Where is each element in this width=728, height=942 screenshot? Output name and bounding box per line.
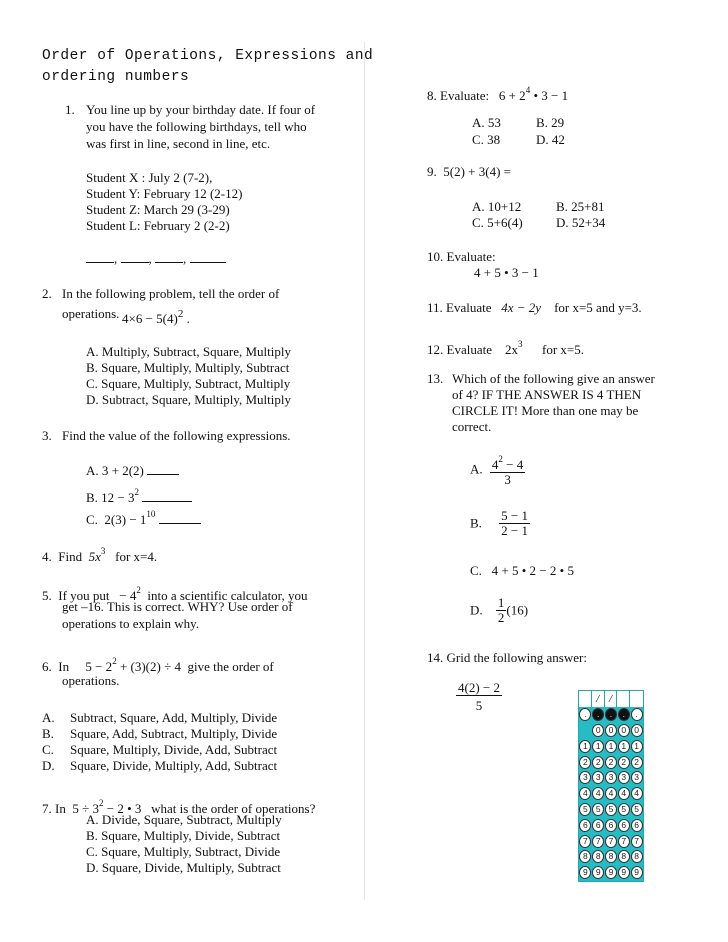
digit-bubble[interactable]: 1 <box>579 740 591 753</box>
grid-cell <box>617 707 630 723</box>
grid-entry-cell[interactable] <box>579 691 592 707</box>
digit-bubble[interactable]: 0 <box>592 724 604 737</box>
grid-cell <box>617 817 630 833</box>
question-number: 13. <box>427 371 444 386</box>
question-text: Which of the following give an answer <box>452 371 655 386</box>
grid-digit-row <box>579 723 643 739</box>
column-divider <box>364 42 365 900</box>
grid-decimal-row <box>579 707 643 723</box>
grid-digit-row <box>579 786 643 802</box>
grid-digit-row <box>579 849 643 865</box>
digit-bubble[interactable]: 0 <box>618 724 630 737</box>
digit-bubble[interactable]: 8 <box>631 850 643 863</box>
question-text: 6. In $5 - 2^2 + (3)(2) \div 4$ give the order of <box>42 656 274 674</box>
grid-cell <box>617 849 630 865</box>
question-text: Find the value of the following expressions. <box>62 428 291 443</box>
grid-digit-row <box>579 754 643 770</box>
choice-a[interactable]: A. Divide, Square, Subtract, Multiply <box>86 812 282 827</box>
grid-cell <box>592 786 605 802</box>
digit-bubble[interactable]: 2 <box>605 756 617 769</box>
grid-cell <box>579 833 592 849</box>
student-entry: Student Z: March 29 (3-29) <box>86 202 230 217</box>
digit-bubble[interactable]: 5 <box>618 803 630 816</box>
digit-bubble[interactable]: 2 <box>579 756 591 769</box>
question-12: 12. Evaluate $2x^3$ for x=5. <box>427 339 584 357</box>
part-c: C. $2(3) - 1^{10}$ <box>86 506 201 528</box>
grid-cell <box>630 707 643 723</box>
grid-cell <box>579 817 592 833</box>
grid-cell <box>605 707 618 723</box>
grid-digit-row <box>579 817 643 833</box>
grid-cell <box>617 802 630 818</box>
grid-digit-row <box>579 865 643 881</box>
question-text: You line up by your birthday date. If four of <box>86 102 316 117</box>
digit-bubble[interactable]: 2 <box>592 756 604 769</box>
question-text: you have the following birthdays, tell who <box>86 119 307 134</box>
grid-cell <box>617 723 630 739</box>
question-text: correct. <box>452 419 492 434</box>
question-text: operations. <box>62 306 120 321</box>
digit-bubble[interactable]: 1 <box>605 740 617 753</box>
choice-b[interactable]: B. $\frac{5 - 1}{2 - 1}$ <box>470 508 529 538</box>
choice-b[interactable]: B. Square, Multiply, Divide, Subtract <box>86 828 281 843</box>
math-expression: $4\times 6 - 5(4)^2$ . <box>122 308 190 326</box>
grid-cell <box>605 802 618 818</box>
question-text: 10. Evaluate: <box>427 249 496 264</box>
grid-cell <box>630 770 643 786</box>
choice-b[interactable]: B. 29 <box>536 115 565 130</box>
grid-cell <box>630 754 643 770</box>
grid-cell <box>630 833 643 849</box>
grid-cell <box>617 770 630 786</box>
choice-a[interactable]: A. $\frac{4^2 - 4}{3}$ <box>470 454 524 487</box>
choice-a[interactable]: A. Subtract, Square, Add, Multiply, Divide <box>42 710 278 725</box>
question-text: 5. If you put − $4^2$ into a scientific calculator, you <box>42 585 308 603</box>
grid-cell <box>617 786 630 802</box>
question-number: 1. <box>65 102 75 117</box>
grid-cell <box>630 786 643 802</box>
digit-bubble[interactable]: 0 <box>631 724 643 737</box>
grid-cell <box>579 849 592 865</box>
choice-b[interactable]: B. Square, Add, Subtract, Multiply, Divide <box>42 726 278 741</box>
grid-cell <box>617 833 630 849</box>
grid-cell <box>605 754 618 770</box>
grid-cell <box>579 754 592 770</box>
digit-bubble[interactable]: 5 <box>631 803 643 816</box>
grid-cell <box>630 865 643 881</box>
grid-cell <box>617 754 630 770</box>
grid-cell <box>579 707 592 723</box>
grid-cell <box>630 723 643 739</box>
digit-bubble[interactable]: 8 <box>592 850 604 863</box>
grid-cell <box>592 723 605 739</box>
question-11: 11. Evaluate 4x − 2y for x=5 and y=3. <box>427 300 642 315</box>
decimal-bubble[interactable]: . <box>618 708 630 721</box>
digit-bubble[interactable]: 1 <box>631 740 643 753</box>
grid-cell <box>617 865 630 881</box>
part-a: A. 3 + 2(2) <box>86 462 179 479</box>
choice-d[interactable]: D. Square, Divide, Multiply, Subtract <box>86 860 281 875</box>
grid-digit-row <box>579 802 643 818</box>
digit-bubble[interactable]: 1 <box>618 740 630 753</box>
grid-cell <box>630 817 643 833</box>
grid-cell <box>605 738 618 754</box>
digit-bubble[interactable]: 5 <box>579 803 591 816</box>
grid-digit-row <box>579 738 643 754</box>
digit-bubble[interactable]: 5 <box>592 803 604 816</box>
grid-entry-cell[interactable]: / <box>605 691 618 707</box>
digit-bubble[interactable]: 0 <box>605 724 617 737</box>
digit-bubble[interactable]: 4 <box>618 787 630 800</box>
question-text: of 4? IF THE ANSWER IS 4 THEN <box>452 387 642 402</box>
grid-cell <box>605 786 618 802</box>
grid-cell <box>579 802 592 818</box>
digit-bubble[interactable]: 2 <box>618 756 630 769</box>
grid-entry-cell[interactable] <box>630 691 643 707</box>
choice-c[interactable]: C. 4 + 5 • 2 − 2 • 5 <box>470 563 574 578</box>
worksheet-title-line1: Order of Operations, Expressions and <box>42 48 374 64</box>
question-text: CIRCLE IT! More than one may be <box>452 403 639 418</box>
digit-bubble[interactable]: 7 <box>618 835 630 848</box>
digit-bubble[interactable]: 5 <box>605 803 617 816</box>
choice-c[interactable]: C. 38 <box>472 132 501 147</box>
grid-entry-cell[interactable] <box>617 691 630 707</box>
digit-bubble[interactable]: 4 <box>592 787 604 800</box>
grid-cell <box>630 849 643 865</box>
digit-bubble[interactable]: 4 <box>605 787 617 800</box>
choice-a[interactable]: A. 10+12 <box>472 199 522 214</box>
digit-bubble[interactable]: 3 <box>579 771 591 784</box>
grid-cell <box>605 723 618 739</box>
question-number: 3. <box>42 428 52 443</box>
choice-d[interactable]: D. 42 <box>536 132 565 147</box>
grid-cell <box>592 770 605 786</box>
grid-cell <box>592 817 605 833</box>
choice-d[interactable]: D. 52+34 <box>556 215 606 230</box>
answer-grid <box>578 690 644 882</box>
question-text: 8. Evaluate: $6 + 2^4$ • 3 − 1 <box>427 85 569 103</box>
grid-cell <box>605 770 618 786</box>
grid-cell <box>592 802 605 818</box>
digit-bubble[interactable]: 7 <box>631 835 643 848</box>
choice-d[interactable]: D. $\frac{1}{2}$ (16) <box>470 595 529 625</box>
question-text: was first in line, second in line, etc. <box>86 136 271 151</box>
grid-cell <box>605 849 618 865</box>
digit-bubble[interactable]: 9 <box>631 866 643 879</box>
question-4: 4. Find $5x^3$ for x=4. <box>42 546 158 564</box>
worksheet-title-line2: ordering numbers <box>42 69 190 85</box>
student-entry: Student L: February 2 (2-2) <box>86 218 230 233</box>
digit-bubble[interactable]: 1 <box>592 740 604 753</box>
choice-a[interactable]: A. 53 <box>472 115 501 130</box>
choice-c[interactable]: C. Square, Multiply, Divide, Add, Subtract <box>42 742 278 757</box>
digit-bubble[interactable]: 7 <box>605 835 617 848</box>
decimal-bubble[interactable]: . <box>592 708 604 721</box>
digit-bubble[interactable]: 6 <box>631 819 643 832</box>
digit-bubble[interactable]: 6 <box>592 819 604 832</box>
question-text: In the following problem, tell the order of <box>62 286 280 301</box>
grid-cell <box>617 738 630 754</box>
digit-bubble[interactable]: 6 <box>618 819 630 832</box>
question-number: 2. <box>42 286 52 301</box>
grid-cell <box>579 865 592 881</box>
digit-bubble[interactable]: 4 <box>579 787 591 800</box>
choice-c[interactable]: C. Square, Multiply, Subtract, Divide <box>86 844 281 859</box>
question-text: 14. Grid the following answer: <box>427 650 587 665</box>
grid-cell <box>630 802 643 818</box>
choice-b[interactable]: B. 25+81 <box>556 199 605 214</box>
digit-bubble[interactable]: 2 <box>631 756 643 769</box>
grid-digit-rows <box>579 723 643 881</box>
digit-bubble[interactable]: 8 <box>579 850 591 863</box>
grid-cell <box>592 865 605 881</box>
digit-bubble[interactable]: 3 <box>631 771 643 784</box>
question-text: 9. 5(2) + 3(4) = <box>427 164 511 179</box>
choice-c[interactable]: C. Square, Multiply, Subtract, Multiply <box>86 376 291 391</box>
digit-bubble[interactable]: 3 <box>605 771 617 784</box>
choice-b[interactable]: B. Square, Multiply, Multiply, Subtract <box>86 360 290 375</box>
part-b: B. $12 - 3^2$ <box>86 484 192 506</box>
choice-a[interactable]: A. Multiply, Subtract, Square, Multiply <box>86 344 291 359</box>
math-expression: 4 + 5 • 3 − 1 <box>474 265 539 280</box>
grid-entry-cell[interactable]: / <box>592 691 605 707</box>
grid-cell <box>605 817 618 833</box>
question-text: operations to explain why. <box>62 616 200 631</box>
grid-cell <box>579 723 592 739</box>
grid-cell <box>579 738 592 754</box>
choice-d[interactable]: D. Subtract, Square, Multiply, Multiply <box>86 392 291 407</box>
digit-bubble[interactable]: 8 <box>618 850 630 863</box>
decimal-bubble[interactable]: . <box>631 708 643 721</box>
grid-cell <box>592 754 605 770</box>
choice-d[interactable]: D. Square, Divide, Multiply, Add, Subtract <box>42 758 278 773</box>
grid-cell <box>579 786 592 802</box>
digit-bubble[interactable]: 7 <box>579 835 591 848</box>
answer-blanks[interactable]: , , , <box>86 250 226 267</box>
digit-bubble[interactable]: 6 <box>579 819 591 832</box>
decimal-bubble[interactable]: . <box>605 708 617 721</box>
question-text: get –16. This is correct. WHY? Use order of <box>62 599 293 614</box>
math-expression: $\frac{4(2) - 2}{5}$ <box>458 680 500 713</box>
student-entry: Student X : July 2 (7-2), <box>86 170 213 185</box>
grid-cell <box>605 833 618 849</box>
digit-bubble[interactable]: 3 <box>592 771 604 784</box>
digit-bubble[interactable]: 9 <box>605 866 617 879</box>
digit-bubble[interactable]: 3 <box>618 771 630 784</box>
digit-bubble[interactable]: 6 <box>605 819 617 832</box>
choice-c[interactable]: C. 5+6(4) <box>472 215 523 230</box>
digit-bubble[interactable]: 8 <box>605 850 617 863</box>
digit-bubble[interactable]: 9 <box>579 866 591 879</box>
digit-bubble[interactable]: 9 <box>592 866 604 879</box>
grid-cell <box>579 770 592 786</box>
grid-digit-row <box>579 770 643 786</box>
question-text: 7. In $5 \div 3^2 - 2$ • 3 what is the order of operations? <box>42 798 316 816</box>
digit-bubble[interactable]: 4 <box>631 787 643 800</box>
digit-bubble[interactable]: 7 <box>592 835 604 848</box>
grid-digit-row <box>579 833 643 849</box>
student-entry: Student Y: February 12 (2-12) <box>86 186 243 201</box>
grid-cell <box>592 833 605 849</box>
question-text: operations. <box>62 673 120 688</box>
grid-cell <box>592 738 605 754</box>
grid-cell <box>630 738 643 754</box>
grid-cell <box>592 849 605 865</box>
grid-cell <box>605 865 618 881</box>
grid-cell <box>592 707 605 723</box>
grid-header-row <box>579 691 643 707</box>
digit-bubble[interactable]: 9 <box>618 866 630 879</box>
decimal-bubble[interactable]: . <box>579 708 591 721</box>
